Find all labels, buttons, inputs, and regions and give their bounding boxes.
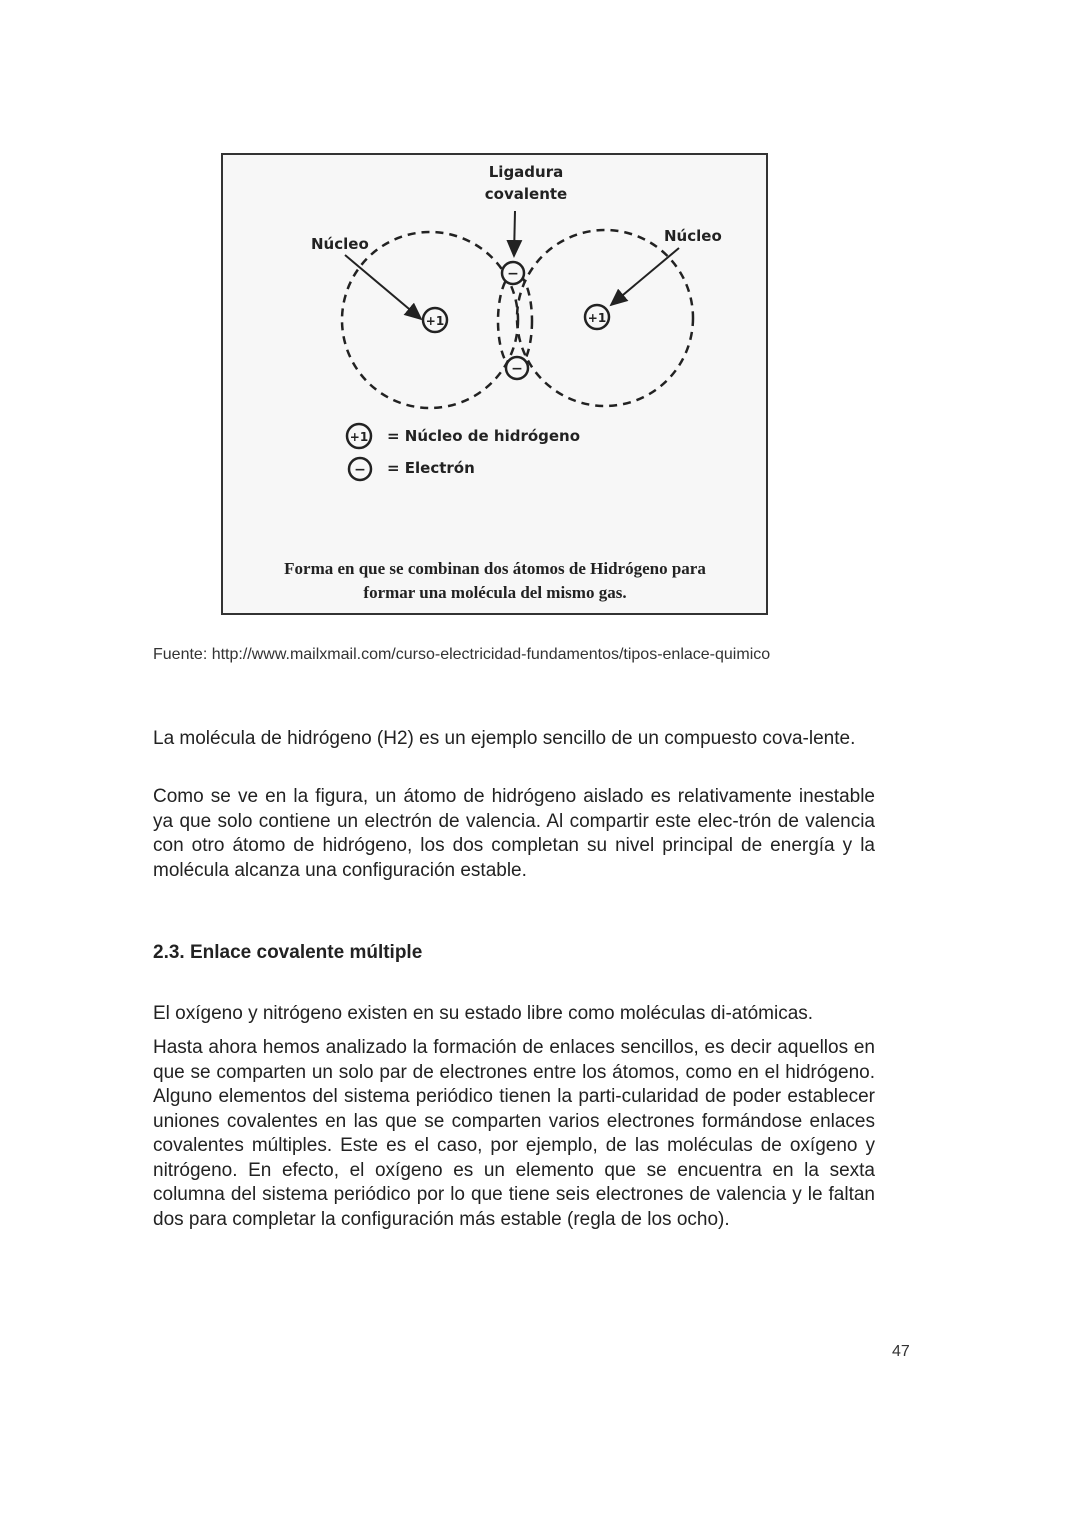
paragraph: El oxígeno y nitrógeno existen en su estado libre como moléculas di-atómicas. xyxy=(153,1003,814,1024)
legend-electron-charge: − xyxy=(354,462,366,478)
bond-label-line2: covalente xyxy=(484,185,568,203)
electron-top-charge: − xyxy=(507,266,519,282)
page-number: 47 xyxy=(892,1343,910,1360)
paragraph: Hasta ahora hemos analizado la formación de enlaces sencillos, es decir aquellos en que se comparten un solo par de electrones entre los átomos, como en el hidrógeno. Alguno elementos del sistema periódico tienen la parti-cularidad de poder establecer uniones covalentes en las que se comparten varios electrones formándose enlaces covalentes múltiples. Este es el caso, por ejemplo, de las moléculas de oxígeno y nitrógeno. En efecto, el oxígeno es un elemento que se encuentra en la sexta columna del sistema periódico por lo que tiene seis electrones de valencia y le faltan dos para completar la configuración más estable (regla de los ocho). xyxy=(153,1037,875,1230)
legend-nucleus-text: = Núcleo de hidrógeno xyxy=(387,427,581,445)
right-nucleus-charge: +1 xyxy=(587,311,607,325)
left-nucleus-charge: +1 xyxy=(425,314,445,328)
section-heading: 2.3. Enlace covalente múltiple xyxy=(153,942,423,963)
figure-frame xyxy=(222,154,767,614)
paragraph: La molécula de hidrógeno (H2) es un ejemplo sencillo de un compuesto cova-lente. xyxy=(153,728,856,749)
legend-nucleus-charge: +1 xyxy=(349,430,369,444)
bond-arrow xyxy=(514,211,515,256)
bond-label-line1: Ligadura xyxy=(488,163,564,181)
figure-caption-line2: formar una molécula del mismo gas. xyxy=(363,583,627,602)
electron-bottom-charge: − xyxy=(511,361,523,377)
legend-electron-text: = Electrón xyxy=(387,459,475,477)
paragraph: Como se ve en la figura, un átomo de hidrógeno aislado es relativamente inestable ya que solo contiene un electrón de valencia. Al compartir este elec-trón de valencia con otro átomo de hidrógeno, los dos completan su nivel principal de energía y la molécula alcanza una configuración estable. xyxy=(153,786,875,881)
figure-source: Fuente: http://www.mailxmail.com/curso-electricidad-fundamentos/tipos-enlace-quimico xyxy=(153,646,771,663)
nucleus-label-right: Núcleo xyxy=(664,227,722,245)
nucleus-label-left: Núcleo xyxy=(311,235,369,253)
figure-caption-line1: Forma en que se combinan dos átomos de Hidrógeno para xyxy=(284,559,706,578)
hydrogen-molecule-figure xyxy=(221,153,768,615)
